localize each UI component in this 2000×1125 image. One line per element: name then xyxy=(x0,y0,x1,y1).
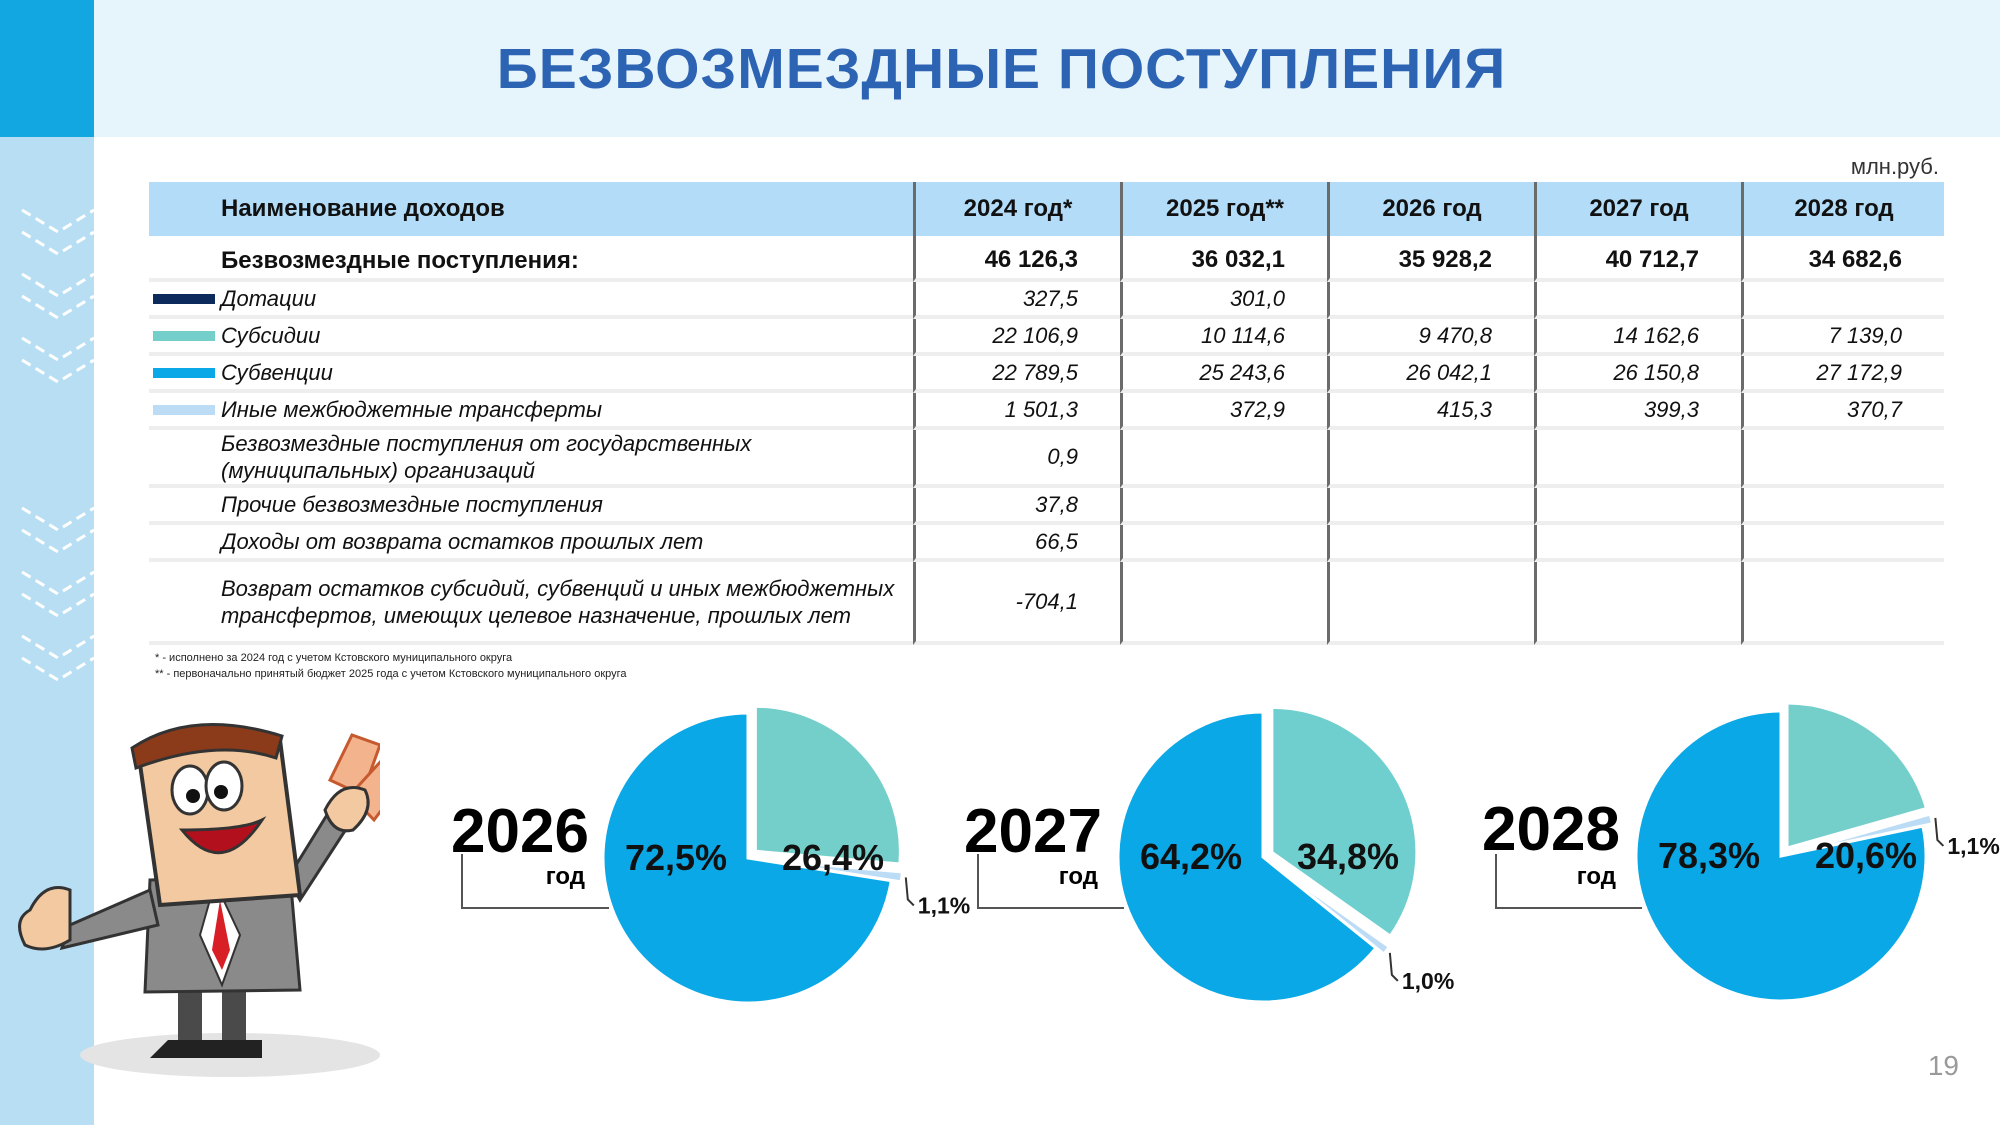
cell: 7 139,0 xyxy=(1741,319,1944,356)
pie-year-sublabel: год xyxy=(545,863,585,890)
cell: 372,9 xyxy=(1120,393,1327,430)
row-label: Дотации xyxy=(149,282,913,319)
cell: 10 114,6 xyxy=(1120,319,1327,356)
pie-label-subsidies: 20,6% xyxy=(1814,835,1918,876)
pie-leader-line xyxy=(1390,953,1398,981)
cell: 415,3 xyxy=(1327,393,1534,430)
row-label: Возврат остатков субсидий, субвенций и иных межбюджетных трансфертов, имеющих целевое назначение, прошлых лет xyxy=(149,562,913,645)
cell: 46 126,3 xyxy=(913,242,1120,282)
header-2027: 2027 год xyxy=(1534,182,1741,236)
pie-label-subsidies: 26,4% xyxy=(781,837,885,878)
row-label: Безвозмездные поступления от государственных (муниципальных) организаций xyxy=(149,430,913,488)
pie-label-subventions: 78,3% xyxy=(1657,835,1761,876)
unit-label: млн.руб. xyxy=(1850,154,1939,179)
cell: 14 162,6 xyxy=(1534,319,1741,356)
cell: 399,3 xyxy=(1534,393,1741,430)
row-label: Безвозмездные поступления: xyxy=(149,242,913,282)
cell: -704,1 xyxy=(913,562,1120,645)
pie-label-subsidies: 34,8% xyxy=(1296,836,1400,877)
cell: 1 501,3 xyxy=(913,393,1120,430)
footnote: * - исполнено за 2024 год с учетом Кстовского муниципального округа xyxy=(155,652,513,664)
cell: 40 712,7 xyxy=(1534,242,1741,282)
cell: 35 928,2 xyxy=(1327,242,1534,282)
pie-label-other-transfers: 1,0% xyxy=(1401,967,1455,994)
pie-year-label: 2027 xyxy=(964,797,1102,866)
header-2025: 2025 год** xyxy=(1120,182,1327,236)
row-label: Доходы от возврата остатков прошлых лет xyxy=(149,525,913,562)
pie-chart-2026 xyxy=(451,706,970,1003)
cell: 22 789,5 xyxy=(913,356,1120,393)
pie-leader-line xyxy=(906,877,914,905)
pie-label-subventions: 64,2% xyxy=(1139,836,1243,877)
pie-leader-line xyxy=(1935,818,1943,846)
cell: 26 042,1 xyxy=(1327,356,1534,393)
pie-chart-2028 xyxy=(1482,703,2000,1001)
row-label: Иные межбюджетные трансферты xyxy=(149,393,913,430)
footnote: ** - первоначально принятый бюджет 2025 года с учетом Кстовского муниципального округа xyxy=(155,668,627,680)
pie-year-sublabel: год xyxy=(1576,863,1616,890)
header-name: Наименование доходов xyxy=(149,182,913,236)
row-label: Прочие безвозмездные поступления xyxy=(149,488,913,525)
cell: 327,5 xyxy=(913,282,1120,319)
cell: 301,0 xyxy=(1120,282,1327,319)
pie-label-other-transfers: 1,1% xyxy=(917,892,971,919)
cell: 22 106,9 xyxy=(913,319,1120,356)
cell: 25 243,6 xyxy=(1120,356,1327,393)
cell: 27 172,9 xyxy=(1741,356,1944,393)
row-label: Субвенции xyxy=(149,356,913,393)
pie-label-other-transfers: 1,1% xyxy=(1947,832,2000,859)
cell: 66,5 xyxy=(913,525,1120,562)
header-2028: 2028 год xyxy=(1741,182,1944,236)
row-label: Субсидии xyxy=(149,319,913,356)
pie-chart-2027 xyxy=(964,707,1454,1002)
cell: 26 150,8 xyxy=(1534,356,1741,393)
cell: 36 032,1 xyxy=(1120,242,1327,282)
pie-year-label: 2028 xyxy=(1482,795,1620,864)
pie-year-sublabel: год xyxy=(1058,863,1098,890)
cell: 37,8 xyxy=(913,488,1120,525)
page-number: 19 xyxy=(1927,1050,1959,1081)
slide-title: БЕЗВОЗМЕЗДНЫЕ ПОСТУПЛЕНИЯ xyxy=(496,37,1507,101)
pie-year-label: 2026 xyxy=(451,797,589,866)
cell: 34 682,6 xyxy=(1741,242,1944,282)
header-2024: 2024 год* xyxy=(913,182,1120,236)
header-2026: 2026 год xyxy=(1327,182,1534,236)
cell: 9 470,8 xyxy=(1327,319,1534,356)
cell: 370,7 xyxy=(1741,393,1944,430)
pie-label-subventions: 72,5% xyxy=(624,837,728,878)
cell: 0,9 xyxy=(913,430,1120,488)
